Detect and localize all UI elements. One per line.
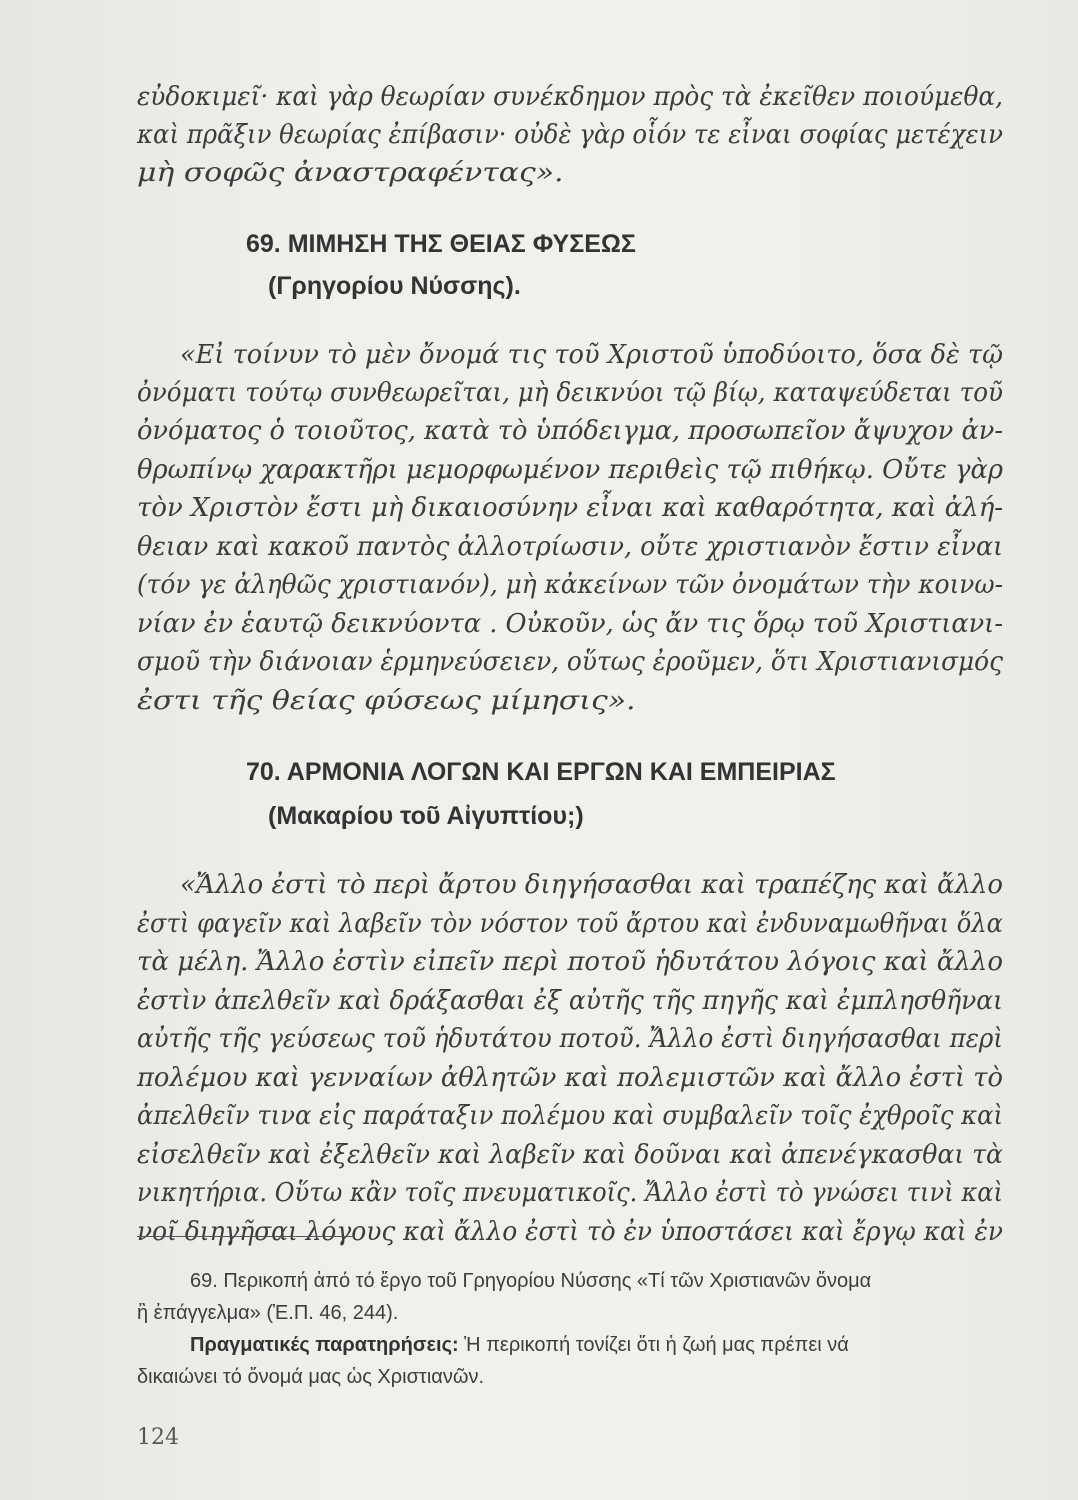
footnote-line: ἢ ἐπάγγελμα» (Ἑ.Π. 46, 244).	[137, 1302, 399, 1324]
section-69-line: σμοῦ τὴν διάνοιαν ἑρμηνεύσειεν, οὕτως ἐροῦμεν, ὅτι Χριστιανισμός	[137, 647, 1003, 677]
intro-line: εὐδοκιμεῖ· καὶ γὰρ θεωρίαν συνέκδημον πρὸς τὰ ἐκεῖθεν ποιούμεθα,	[137, 82, 1003, 112]
section-70-line: νοῖ διηγῆσαι λόγους καὶ ἄλλο ἐστὶ τὸ ἐν ὑποστάσει καὶ ἔργῳ καὶ ἐν	[137, 1217, 1003, 1247]
section-69-line: τὸν Χριστὸν ἔστι μὴ δικαιοσύνην εἶναι καὶ καθαρότητα, καὶ ἀλή-	[137, 493, 1003, 523]
section-70-line: «Ἄλλο ἐστὶ τὸ περὶ ἄρτου διηγήσασθαι καὶ τραπέζης καὶ ἄλλο	[180, 870, 1003, 900]
remark-text: Ἡ περικοπή τονίζει ὅτι ἡ ζωή μας πρέπει νά	[458, 1334, 849, 1356]
section-69-heading: 69. ΜΙΜΗΣΗ ΤΗΣ ΘΕΙΑΣ ΦΥΣΕΩΣ	[246, 230, 636, 258]
section-70-line: ἐστὶν ἀπελθεῖν καὶ δράξασθαι ἐξ αὐτῆς τῆς πηγῆς καὶ ἐμπλησθῆναι	[137, 986, 1003, 1016]
footnote-line: 69. Περικοπή ἀπό τό ἔργο τοῦ Γρηγορίου Νύσσης «Τί τῶν Χριστιανῶν ὄνομα	[190, 1270, 872, 1292]
section-69-line: (τόν γε ἀληθῶς χριστιανόν), μὴ κἀκείνων τῶν ὀνομάτων τὴν κοινω-	[137, 570, 1003, 600]
section-69-subheading: (Γρηγορίου Νύσσης).	[268, 272, 521, 300]
section-69-line: ὀνόματος ὁ τοιοῦτος, κατὰ τὸ ὑπόδειγμα, προσωπεῖον ἄψυχον ἀν-	[137, 416, 1003, 446]
section-69-line: θρωπίνῳ χαρακτῆρι μεμορφωμένον περιθεὶς τῷ πιθήκῳ. Οὔτε γὰρ	[137, 455, 1003, 485]
footnote-remark	[190, 1332, 849, 1358]
section-70-line: ἐστὶ φαγεῖν καὶ λαβεῖν τὸν νόστον τοῦ ἄρτου καὶ ἐνδυναμωθῆναι ὅλα	[137, 909, 1003, 939]
section-70-line: αὐτῆς τῆς γεύσεως τοῦ ἡδυτάτου ποτοῦ. Ἄλλο ἐστὶ διηγήσασθαι περὶ	[137, 1024, 1003, 1054]
footnote-rule	[137, 1236, 355, 1237]
intro-line: μὴ σοφῶς ἀναστραφέντας».	[137, 158, 564, 188]
section-70-line: τὰ μέλη. Ἄλλο ἐστὶν εἰπεῖν περὶ ποτοῦ ἡδυτάτου λόγοις καὶ ἄλλο	[137, 947, 1004, 977]
section-69-line: «Εἰ τοίνυν τὸ μὲν ὄνομά τις τοῦ Χριστοῦ ὑποδύοιτο, ὅσα δὲ τῷ	[180, 340, 1003, 370]
section-69-line: θειαν καὶ κακοῦ παντὸς ἀλλοτρίωσιν, οὔτε χριστιανὸν ἔστιν εἶναι	[137, 532, 1003, 562]
section-70-line: εἰσελθεῖν καὶ ἐξελθεῖν καὶ λαβεῖν καὶ δοῦναι καὶ ἀπενέγκασθαι τὰ	[137, 1140, 1003, 1170]
section-70-line: ἀπελθεῖν τινα εἰς παράταξιν πολέμου καὶ συμβαλεῖν τοῖς ἐχθροῖς καὶ	[137, 1101, 1003, 1131]
remark-label: Πραγματικές παρατηρήσεις:	[190, 1334, 459, 1356]
section-69-line: νίαν ἐν ἑαυτῷ δεικνύοντα . Οὐκοῦν, ὡς ἄν τις ὅρῳ τοῦ Χριστιανι-	[137, 609, 1003, 639]
intro-line: καὶ πρᾶξιν θεωρίας ἐπίβασιν· οὐδὲ γὰρ οἷόν τε εἶναι σοφίας μετέχειν	[137, 120, 1003, 150]
section-70-line: νικητήρια. Οὕτω κἂν τοῖς πνευματικοῖς. Ἄλλο ἐστὶ τὸ γνώσει τινὶ καὶ	[137, 1178, 1003, 1208]
page-number: 124	[137, 1425, 179, 1450]
footnote-line: δικαιώνει τό ὄνομά μας ὡς Χριστιανῶν.	[137, 1366, 485, 1388]
section-70-line: πολέμου καὶ γενναίων ἀθλητῶν καὶ πολεμιστῶν καὶ ἄλλο ἐστὶ τὸ	[137, 1063, 1003, 1093]
section-70-heading: 70. ΑΡΜΟΝΙΑ ΛΟΓΩΝ ΚΑΙ ΕΡΓΩΝ ΚΑΙ ΕΜΠΕΙΡΙΑΣ	[246, 758, 836, 786]
section-70-subheading: (Μακαρίου τοῦ Αἰγυπτίου;)	[268, 802, 584, 830]
section-69-line: ὀνόματι τούτῳ συνθεωρεῖται, μὴ δεικνύοι τῷ βίῳ, καταψεύδεται τοῦ	[137, 378, 1003, 408]
section-69-line: ἐστι τῆς θείας φύσεως μίμησις».	[137, 686, 636, 716]
